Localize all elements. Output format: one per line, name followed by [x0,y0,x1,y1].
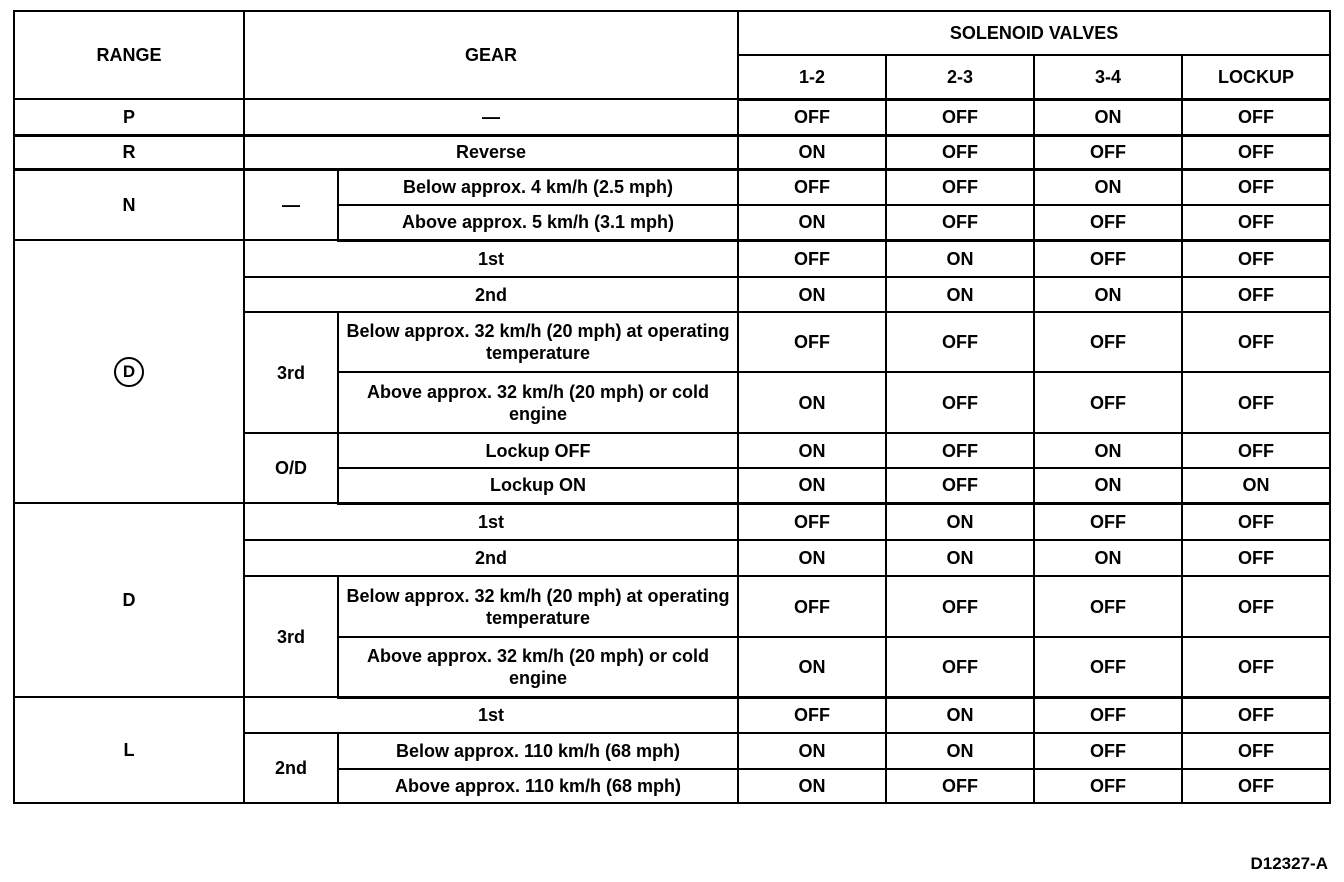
valve-cell: ON [1182,468,1330,503]
gear-cell: 1st [244,503,738,540]
valve-cell: ON [738,205,886,240]
valve-cell: OFF [1182,169,1330,205]
valve-cell: ON [886,503,1034,540]
valve-cell: OFF [738,240,886,277]
valve-3-4-header: 3-4 [1034,55,1182,99]
condition-cell: Lockup OFF [338,433,738,468]
valve-cell: OFF [1182,205,1330,240]
valve-cell: OFF [886,312,1034,372]
valve-cell: ON [738,733,886,769]
range-cell: L [14,697,244,803]
range-cell: D [14,503,244,697]
gear-cell: 2nd [244,540,738,576]
gear-cell: — [244,169,338,240]
valve-cell: OFF [886,135,1034,169]
condition-cell: Below approx. 4 km/h (2.5 mph) [338,169,738,205]
valve-cell: OFF [1182,637,1330,697]
valve-cell: ON [886,540,1034,576]
valve-cell: OFF [1182,372,1330,433]
gear-cell: — [244,99,738,135]
valve-cell: OFF [1182,240,1330,277]
solenoid-valve-table [13,10,1331,804]
valve-cell: ON [738,135,886,169]
valve-cell: OFF [738,169,886,205]
condition-cell: Below approx. 32 km/h (20 mph) at operating temperature [338,312,738,372]
condition-cell: Above approx. 32 km/h (20 mph) or cold engine [338,637,738,697]
table-row [14,697,1330,733]
solenoid-valves-header: SOLENOID VALVES [738,11,1330,55]
valve-cell: OFF [1182,576,1330,637]
valve-cell: ON [1034,468,1182,503]
valve-cell: OFF [738,697,886,733]
valve-cell: ON [1034,169,1182,205]
valve-cell: OFF [1034,312,1182,372]
range-cell [14,240,244,503]
valve-cell: ON [738,372,886,433]
range-cell: P [14,99,244,135]
lockup-header: LOCKUP [1182,55,1330,99]
condition-cell: Below approx. 32 km/h (20 mph) at operating temperature [338,576,738,637]
valve-cell: OFF [886,205,1034,240]
valve-cell: ON [738,769,886,803]
valve-cell: OFF [738,503,886,540]
table-row [14,99,1330,135]
valve-cell: OFF [886,468,1034,503]
valve-cell: ON [1034,540,1182,576]
gear-cell: 2nd [244,733,338,803]
valve-cell: OFF [886,372,1034,433]
circled-d-icon: D [114,357,144,387]
condition-cell: Lockup ON [338,468,738,503]
table-row [14,135,1330,169]
valve-1-2-header: 1-2 [738,55,886,99]
valve-cell: OFF [738,576,886,637]
valve-cell: ON [738,468,886,503]
valve-cell: OFF [1182,733,1330,769]
valve-cell: OFF [1182,503,1330,540]
valve-cell: OFF [1034,769,1182,803]
valve-cell: OFF [1182,433,1330,468]
valve-cell: OFF [1182,277,1330,312]
valve-cell: ON [886,240,1034,277]
valve-cell: OFF [1034,240,1182,277]
valve-cell: OFF [1034,637,1182,697]
gear-cell: 1st [244,240,738,277]
valve-cell: ON [1034,433,1182,468]
condition-cell: Below approx. 110 km/h (68 mph) [338,733,738,769]
valve-cell: OFF [1182,769,1330,803]
valve-cell: ON [738,540,886,576]
gear-cell: 2nd [244,277,738,312]
valve-cell: OFF [1034,135,1182,169]
range-cell: N [14,169,244,240]
valve-cell: OFF [886,433,1034,468]
condition-cell: Above approx. 110 km/h (68 mph) [338,769,738,803]
valve-cell: OFF [1034,576,1182,637]
valve-cell: OFF [1182,99,1330,135]
gear-cell: 3rd [244,576,338,697]
valve-2-3-header: 2-3 [886,55,1034,99]
valve-cell: OFF [738,312,886,372]
valve-cell: OFF [1182,312,1330,372]
condition-cell: Above approx. 32 km/h (20 mph) or cold engine [338,372,738,433]
drawing-id-label: D12327-A [1250,854,1328,873]
gear-cell: 1st [244,697,738,733]
table-row [14,240,1330,277]
valve-cell: OFF [886,99,1034,135]
valve-cell: OFF [1034,697,1182,733]
valve-cell: OFF [1182,697,1330,733]
valve-cell: OFF [1034,503,1182,540]
valve-cell: ON [1034,99,1182,135]
valve-cell: ON [738,277,886,312]
valve-cell: OFF [738,99,886,135]
valve-cell: ON [886,697,1034,733]
gear-cell: O/D [244,433,338,503]
gear-header: GEAR [244,11,738,99]
valve-cell: OFF [886,576,1034,637]
range-header: RANGE [14,11,244,99]
valve-cell: OFF [886,637,1034,697]
valve-cell: OFF [1182,135,1330,169]
gear-cell: Reverse [244,135,738,169]
valve-cell: OFF [1034,733,1182,769]
gear-cell: 3rd [244,312,338,433]
valve-cell: ON [738,637,886,697]
valve-cell: OFF [886,169,1034,205]
valve-cell: OFF [1182,540,1330,576]
range-cell: R [14,135,244,169]
valve-cell: OFF [1034,205,1182,240]
valve-cell: OFF [1034,372,1182,433]
valve-cell: ON [886,277,1034,312]
table-row [14,503,1330,540]
valve-cell: OFF [886,769,1034,803]
valve-cell: ON [738,433,886,468]
table-row [14,169,1330,205]
valve-cell: ON [886,733,1034,769]
condition-cell: Above approx. 5 km/h (3.1 mph) [338,205,738,240]
valve-cell: ON [1034,277,1182,312]
